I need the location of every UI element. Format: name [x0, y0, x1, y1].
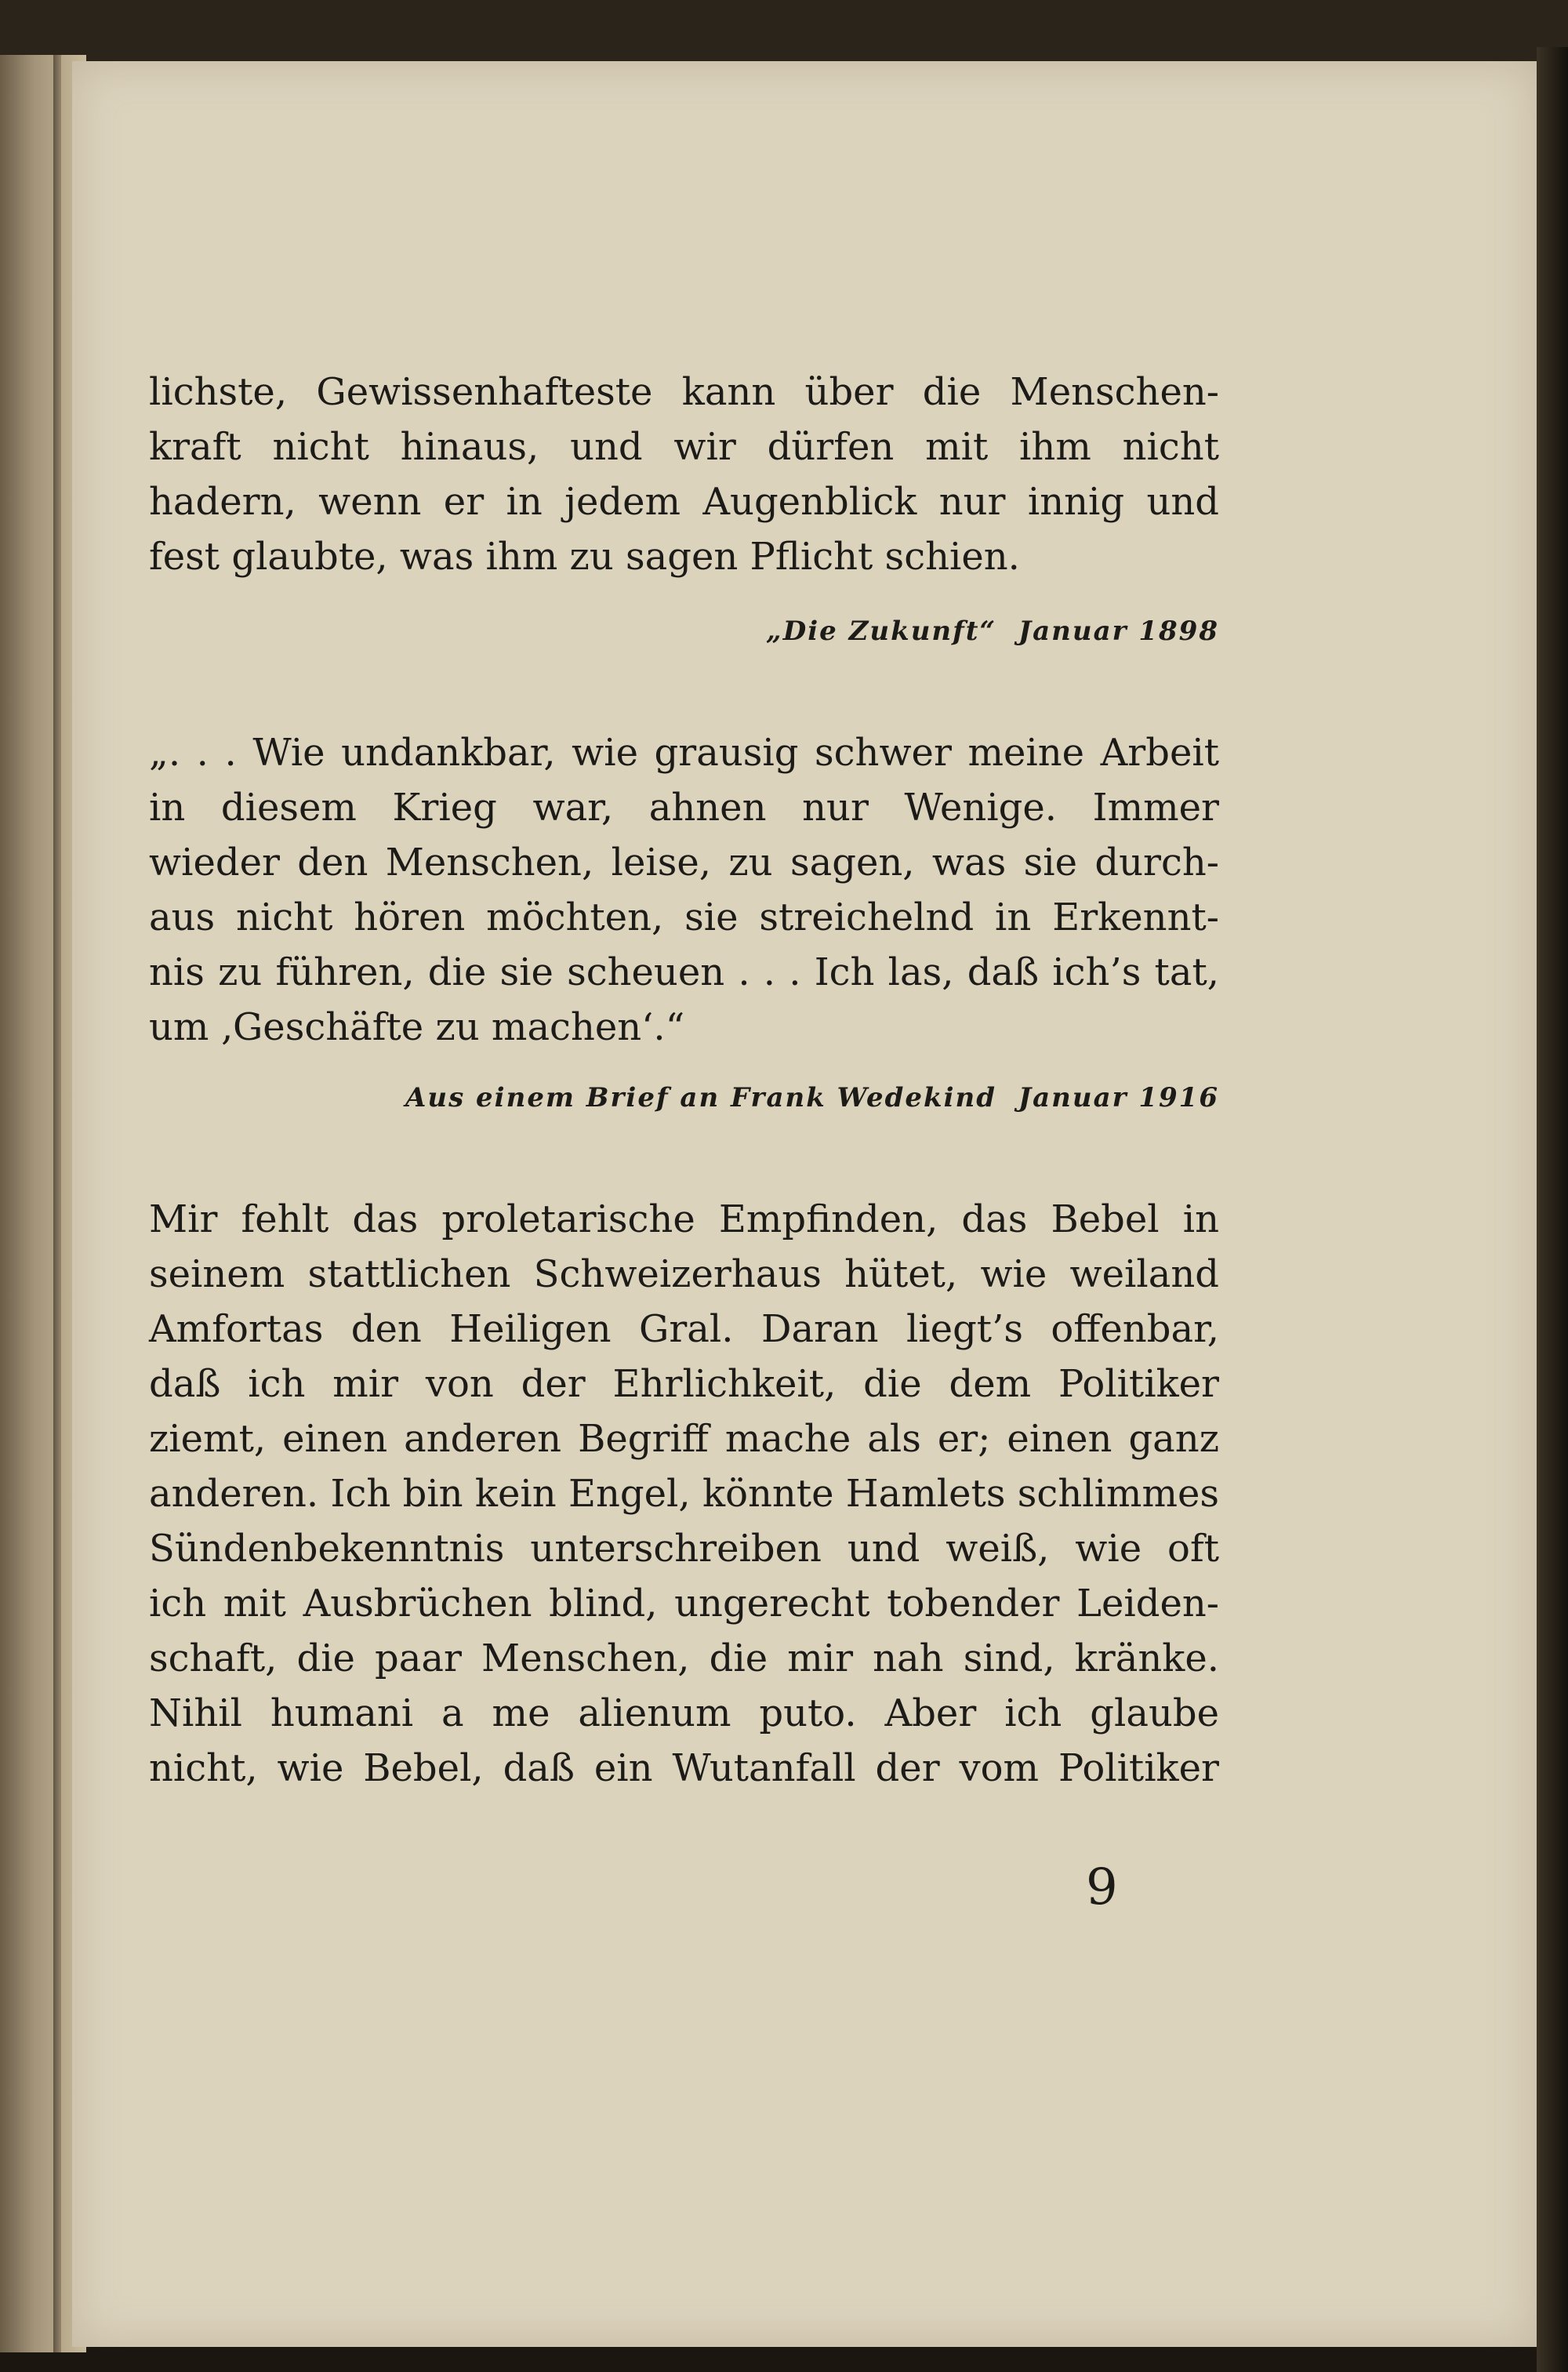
page-number: 9: [1086, 1858, 1118, 1916]
paragraph-2: [149, 725, 1219, 1055]
text-line: fest glaubte, was ihm zu sagen Pflicht schien.: [149, 535, 1020, 579]
text-line: um ‚Geschäfte zu machen‘.“: [149, 1005, 685, 1049]
source-date: Januar 1916: [1018, 1082, 1219, 1113]
text-line: wieder den Menschen, leise, zu sagen, was sie durch-: [149, 841, 1219, 885]
paragraph-3: [149, 1192, 1219, 1796]
text-line: ich mit Ausbrüchen blind, ungerecht tobender Leiden-: [149, 1582, 1219, 1626]
text-line: Amfortas den Heiligen Gral. Daran liegt’s offenbar,: [149, 1307, 1219, 1351]
text-line: nicht, wie Bebel, daß ein Wutanfall der vom Politiker: [149, 1746, 1219, 1790]
source-citation-2: [405, 1082, 1219, 1113]
text-line: aus nicht hören möchten, sie streichelnd in Erkennt-: [149, 895, 1219, 939]
text-line: seinem stattlichen Schweizerhaus hütet, wie weiland: [149, 1252, 1219, 1296]
paragraph-1: [149, 365, 1219, 584]
text-line: lichste, Gewissenhafteste kann über die Menschen-: [149, 370, 1219, 414]
text-line: anderen. Ich bin kein Engel, könnte Hamlets schlimmes: [149, 1472, 1219, 1516]
source-date: Januar 1898: [1018, 616, 1219, 647]
text-line: schaft, die paar Menschen, die mir nah sind, kränke.: [149, 1636, 1219, 1680]
text-line: kraft nicht hinaus, und wir dürfen mit ihm nicht: [149, 425, 1219, 469]
text-line: hadern, wenn er in jedem Augenblick nur innig und: [149, 480, 1219, 524]
text-line: ziemt, einen anderen Begriff mache als er; einen ganz: [149, 1417, 1219, 1461]
text-line: Sündenbekenntnis unterschreiben und weiß, wie oft: [149, 1527, 1219, 1571]
text-line: „. . . Wie undankbar, wie grausig schwer meine Arbeit: [149, 731, 1219, 775]
text-line: nis zu führen, die sie scheuen . . . Ich las, daß ich’s tat,: [149, 950, 1219, 994]
text-line: daß ich mir von der Ehrlichkeit, die dem Politiker: [149, 1362, 1219, 1406]
source-work: „Die Zukunft“: [766, 616, 997, 647]
source-work: Aus einem Brief an Frank Wedekind: [405, 1082, 997, 1113]
page-edge-shadow: [1537, 47, 1568, 2372]
source-citation-1: [766, 616, 1219, 647]
text-line: Nihil humani a me alienum puto. Aber ich glaube: [149, 1691, 1219, 1735]
spine-fold: [53, 55, 61, 2352]
text-line: Mir fehlt das proletarische Empfinden, das Bebel in: [149, 1197, 1219, 1241]
text-line: in diesem Krieg war, ahnen nur Wenige. Immer: [149, 786, 1219, 830]
